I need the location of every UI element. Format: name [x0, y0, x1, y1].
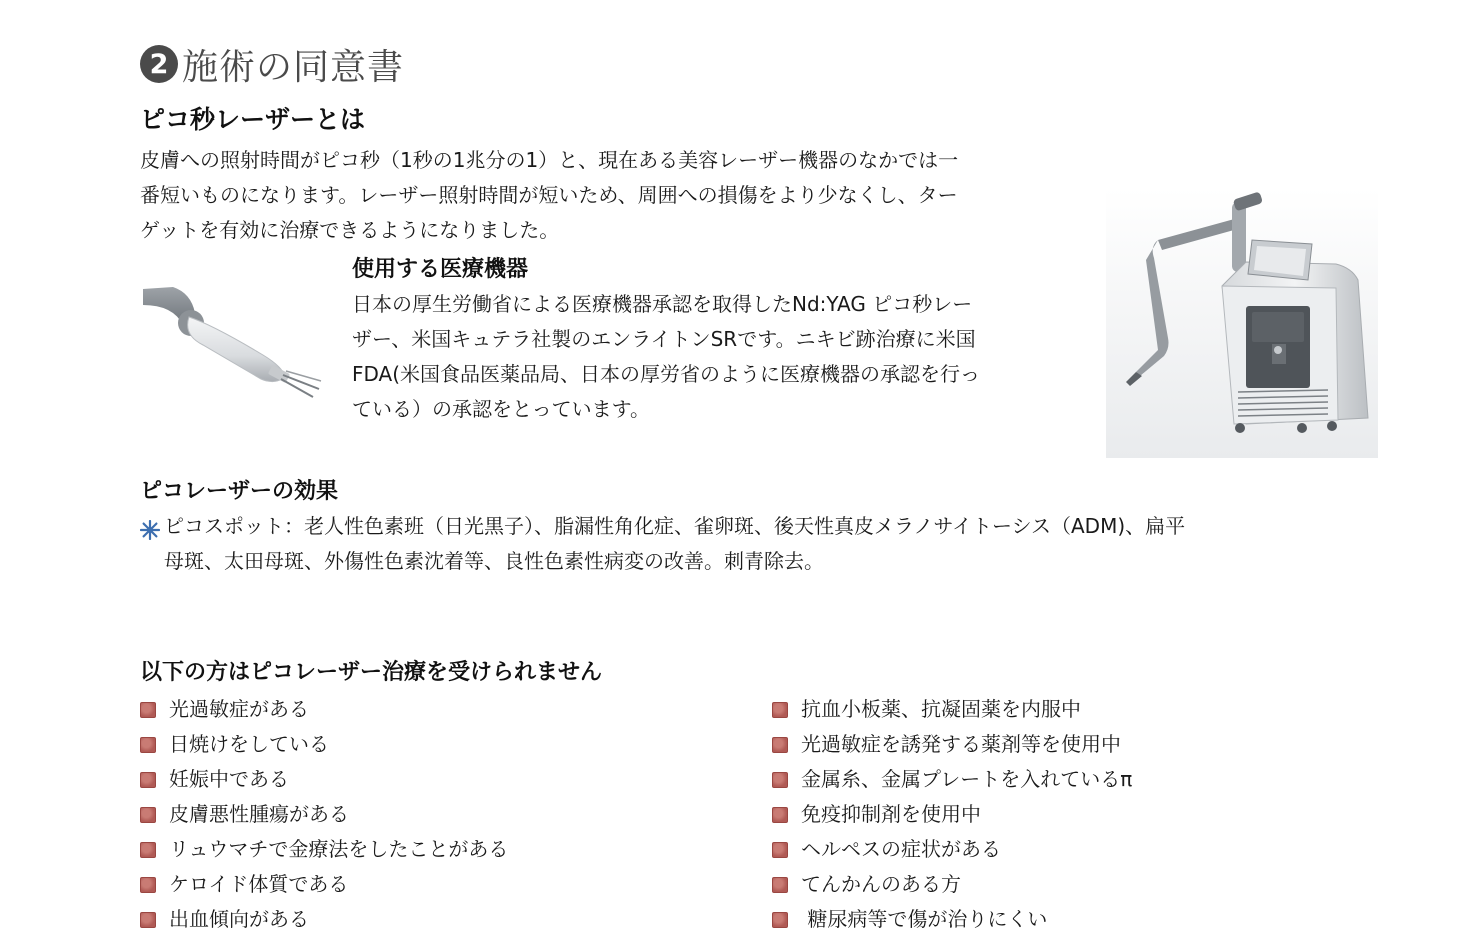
description-line: ゲットを有効に治療できるようになりました。	[140, 218, 560, 242]
list-item	[772, 797, 1392, 832]
laser-handpiece-image	[143, 285, 328, 405]
device-heading: 使用する医療機器	[352, 257, 529, 282]
square-bullet-icon	[140, 912, 156, 928]
list-item	[140, 692, 740, 727]
device-description	[352, 287, 1072, 427]
list-item	[772, 692, 1392, 727]
picosecond-description	[140, 143, 1070, 248]
list-item	[140, 797, 740, 832]
list-item-text: 抗血小板薬、抗凝固薬を内服中	[801, 697, 1081, 721]
device-line: ている）の承認をとっています。	[352, 397, 650, 421]
square-bullet-icon	[140, 772, 156, 788]
list-item-text: 出血傾向がある	[169, 907, 309, 931]
list-item-text: ケロイド体質である	[169, 872, 349, 896]
square-bullet-icon	[140, 737, 156, 753]
effects-list-item	[140, 509, 1340, 579]
list-item-text: 金属糸、金属プレートを入れているπ	[801, 767, 1133, 791]
list-item	[140, 867, 740, 902]
square-bullet-icon	[772, 702, 788, 718]
square-bullet-icon	[140, 842, 156, 858]
contraindications-heading: 以下の方はピコレーザー治療を受けられません	[140, 660, 603, 685]
contraindications-list-right	[772, 692, 1392, 937]
description-line: 番短いものになります。レーザー照射時間が短いため、周囲への損傷をより少なくし、ター	[140, 183, 958, 207]
list-item-text: 糖尿病等で傷が治りにくい	[801, 907, 1048, 931]
list-item	[772, 902, 1392, 937]
list-item	[772, 832, 1392, 867]
list-item-text: 妊娠中である	[169, 767, 289, 791]
square-bullet-icon	[772, 737, 788, 753]
list-item	[772, 867, 1392, 902]
device-line: ザー、米国キュテラ社製のエンライトンSRです。ニキビ跡治療に米国	[352, 327, 976, 351]
description-line: 皮膚への照射時間がピコ秒（1秒の1兆分の1）と、現在ある美容レーザー機器のなかでは一	[140, 148, 959, 172]
picosecond-heading: ピコ秒レーザーとは	[140, 105, 366, 134]
asterisk-bullet-icon	[140, 509, 164, 579]
list-item-text: ヘルペスの症状がある	[801, 837, 1001, 861]
square-bullet-icon	[140, 702, 156, 718]
device-line: FDA(米国食品医薬品局、日本の厚労省のように医療機器の承認を行っ	[352, 362, 981, 386]
list-item	[772, 762, 1392, 797]
effects-line: 母斑、太田母斑、外傷性色素沈着等、良性色素性病変の改善。刺青除去。	[164, 549, 824, 573]
list-item-text: 日焼けをしている	[169, 732, 329, 756]
square-bullet-icon	[772, 842, 788, 858]
list-item	[140, 902, 740, 937]
list-item-text: 皮膚悪性腫瘍がある	[169, 802, 349, 826]
list-item-text: リュウマチで金療法をしたことがある	[169, 837, 509, 861]
square-bullet-icon	[772, 772, 788, 788]
square-bullet-icon	[772, 877, 788, 893]
section-number-badge: 2	[140, 45, 178, 83]
square-bullet-icon	[140, 807, 156, 823]
list-item-text: 免疫抑制剤を使用中	[801, 802, 981, 826]
list-item	[772, 727, 1392, 762]
list-item-text: てんかんのある方	[801, 872, 961, 896]
effects-text	[164, 509, 1340, 579]
contraindications-list-left	[140, 692, 740, 937]
list-item-text: 光過敏症を誘発する薬剤等を使用中	[801, 732, 1121, 756]
list-item	[140, 727, 740, 762]
list-item	[140, 832, 740, 867]
device-line: 日本の厚生労働省による医療機器承認を取得したNd:YAG ピコ秒レー	[352, 292, 973, 316]
laser-machine-image	[1106, 188, 1378, 458]
square-bullet-icon	[772, 807, 788, 823]
effects-line: ピコスポット：老人性色素班（日光黒子）、脂漏性角化症、雀卵斑、後天性真皮メラノサイトーシス（ADM)、扁平	[164, 514, 1186, 538]
list-item-text: 光過敏症がある	[169, 697, 309, 721]
square-bullet-icon	[772, 912, 788, 928]
page-title-text: 施術の同意書	[182, 46, 405, 88]
page-title	[140, 38, 404, 90]
square-bullet-icon	[140, 877, 156, 893]
list-item	[140, 762, 740, 797]
effects-heading: ピコレーザーの効果	[140, 479, 339, 504]
